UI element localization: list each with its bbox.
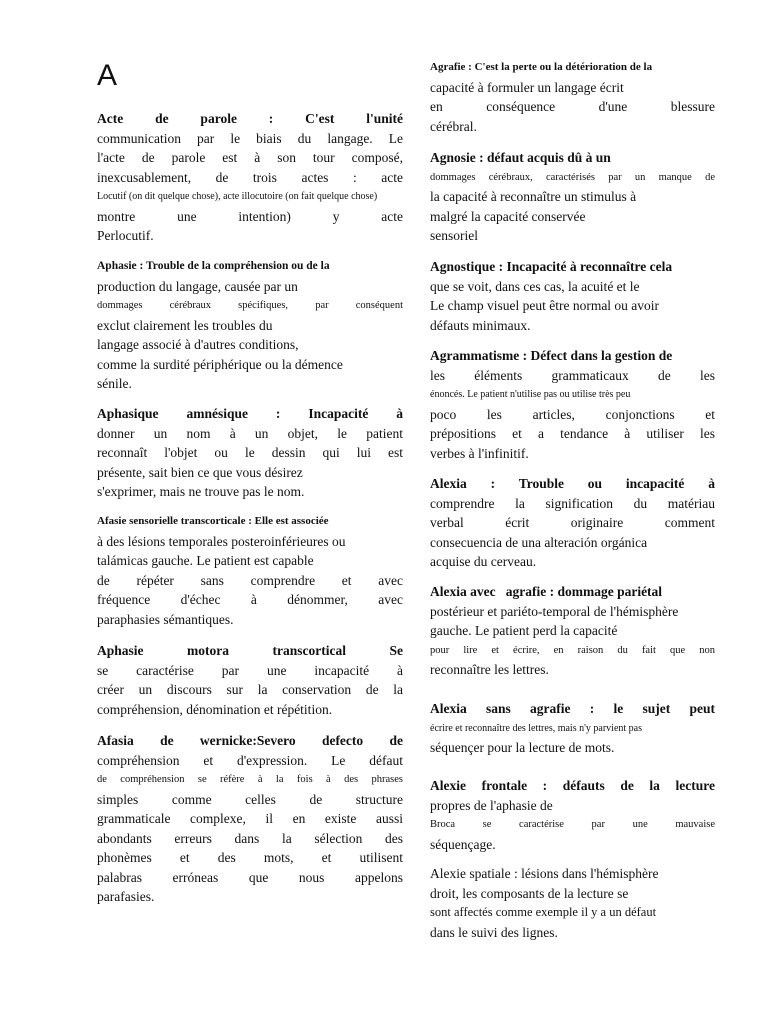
entry-line: reconnaître les lettres. [430, 662, 549, 677]
entry-line: comprendre la signification du matériau [430, 495, 715, 511]
entry-line: de compréhension se réfère à la fois à des phrases [97, 774, 403, 785]
right-entry [430, 346, 715, 463]
entry-line: s'exprimer, mais ne trouve pas le nom. [97, 484, 305, 499]
left-entry [97, 512, 403, 629]
entry-line: prépositions et a tendance à utiliser les [430, 426, 715, 441]
entry-line: Agnosie : défaut acquis dû à un [430, 150, 611, 165]
entry-line: sénile. [97, 376, 132, 391]
entry-line: palabras erróneas que nous appelons [97, 869, 403, 885]
entry-line: malgré la capacité conservée [430, 208, 586, 224]
section-letter: A [97, 59, 118, 92]
entry-line: Alexia avec agrafie : dommage pariétal [430, 584, 663, 599]
entry-line: à des lésions temporales posteroinférieures ou [97, 533, 346, 549]
entry-line: dans le suivi des lignes. [430, 924, 558, 940]
entry-line: exclut clairement les troubles du [97, 317, 273, 333]
entry-line: consecuencia de una alteración orgánica [430, 534, 648, 550]
entry-line: parafasies. [97, 889, 155, 904]
entry-line: talámicas gauche. Le patient est capable [97, 553, 314, 568]
entry-line: production du langage, causée par un [97, 278, 298, 294]
entry-line: Locutif (on dit quelque chose), acte illocutoire (on fait quelque chose) [97, 191, 378, 202]
entry-line: compréhension, dénomination et répétition. [97, 701, 333, 717]
entry-line: Aphasie motora transcortical Se [97, 643, 403, 658]
entry-line: les éléments grammaticaux de les [430, 367, 715, 383]
entry-line: Agnostique : Incapacité à reconnaître cela [430, 259, 673, 274]
left-entry [97, 257, 403, 394]
entry-line: donner un nom à un objet, le patient [97, 425, 403, 441]
entry-line: poco les articles, conjonctions et [430, 406, 715, 422]
entry-line: énoncés. Le patient n'utilise pas ou utilise très peu [430, 389, 631, 400]
entry-line: écrire et reconnaître des lettres, mais n'y parvient pas [430, 722, 642, 734]
entry-line: Alexie spatiale : lésions dans l'hémisphère [430, 866, 659, 881]
entry-line: en conséquence d'une blessure [430, 99, 715, 114]
entry-line: se caractérise par une incapacité à [97, 662, 403, 678]
entry-line: l'acte de parole est à son tour composé, [97, 150, 403, 165]
entry-line: abondants erreurs dans la sélection des [97, 830, 403, 846]
entry-line: défauts minimaux. [430, 317, 531, 333]
entry-line: Aphasie : Trouble de la compréhension ou de la [97, 260, 330, 272]
entry-line: présente, sait bien ce que vous désirez [97, 464, 303, 480]
entry-line: dommages cérébraux spécifiques, par conséquent [97, 300, 403, 311]
entry-line: Aphasique amnésique : Incapacité à [97, 406, 403, 421]
right-entry [430, 58, 715, 136]
entry-line: Afasie sensorielle transcorticale : Elle est associée [97, 515, 329, 527]
entry-line: acquise du cerveau. [430, 554, 537, 569]
entry-line: verbes à l'infinitif. [430, 445, 529, 461]
right-entry [430, 257, 715, 335]
right-entry [430, 864, 715, 942]
entry-line: Alexia : Trouble ou incapacité à [430, 476, 715, 491]
entry-line: Acte de parole : C'est l'unité [97, 111, 403, 126]
entry-line: compréhension et d'expression. Le défaut [97, 752, 403, 768]
entry-line: la capacité à reconnaître un stimulus à [430, 189, 637, 204]
entry-line: Agrafie : C'est la perte ou la détérioration de la [430, 61, 653, 73]
entry-line: gauche. Le patient perd la capacité [430, 623, 618, 638]
entry-line: capacité à formuler un langage écrit [430, 79, 624, 95]
entry-line: Alexia sans agrafie : le sujet peut [430, 701, 715, 716]
entry-line: paraphasies sémantiques. [97, 611, 234, 627]
entry-line: propres de l'aphasie de [430, 797, 553, 813]
entry-line: pour lire et écrire, en raison du fait que non [430, 644, 715, 656]
entry-line: grammaticale complexe, il en existe aussi [97, 811, 403, 826]
entry-line: sont affectés comme exemple il y a un défaut [430, 905, 657, 919]
entry-line: créer un discours sur la conservation de la [97, 682, 403, 697]
entry-line: Perlocutif. [97, 228, 154, 243]
right-entry [430, 582, 715, 680]
right-entry [430, 699, 715, 758]
entry-line: Alexie frontale : défauts de la lecture [430, 778, 715, 793]
entry-line: séquençer pour la lecture de mots. [430, 740, 615, 755]
entry-line: simples comme celles de structure [97, 791, 403, 807]
entry-line: de répéter sans comprendre et avec [97, 572, 403, 588]
entry-line: postérieur et pariéto-temporal de l'hémisphère [430, 603, 679, 619]
entry-line: comme la surdité périphérique ou la démence [97, 356, 343, 372]
entry-line: Le champ visuel peut être normal ou avoir [430, 298, 660, 313]
entry-line: communication par le biais du langage. Le [97, 130, 403, 146]
right-entry [430, 776, 715, 854]
entry-line: Broca se caractérise par une mauvaise [430, 819, 715, 830]
entry-line: reconnaît l'objet ou le dessin qui lui est [97, 445, 403, 460]
entry-line: que se voit, dans ces cas, la acuité et le [430, 278, 640, 294]
entry-line: montre une intention) y acte [97, 208, 403, 224]
left-entry [97, 641, 403, 719]
entry-line: verbal écrit originaire comment [430, 515, 715, 530]
entry-line: inexcusablement, de trois actes : acte [97, 169, 403, 185]
entry-line: séquençage. [430, 836, 496, 852]
entry-line: sensoriel [430, 228, 478, 243]
entry-line: cérébral. [430, 118, 477, 134]
entry-line: fréquence d'échec à dénommer, avec [97, 592, 403, 607]
entry-line: dommages cérébraux, caractérisés par un manque de [430, 171, 715, 183]
entry-line: droit, les composants de la lecture se [430, 885, 629, 901]
entry-line: langage associé à d'autres conditions, [97, 337, 299, 352]
right-entry [430, 474, 715, 572]
left-entry [97, 109, 403, 246]
left-entry [97, 731, 403, 907]
right-entry [430, 148, 715, 246]
entry-line: phonèmes et des mots, et utilisent [97, 850, 403, 865]
left-entry [97, 404, 403, 502]
entry-line: Afasia de wernicke:Severo defecto de [97, 733, 403, 748]
entry-line: Agrammatisme : Défect dans la gestion de [430, 348, 673, 363]
